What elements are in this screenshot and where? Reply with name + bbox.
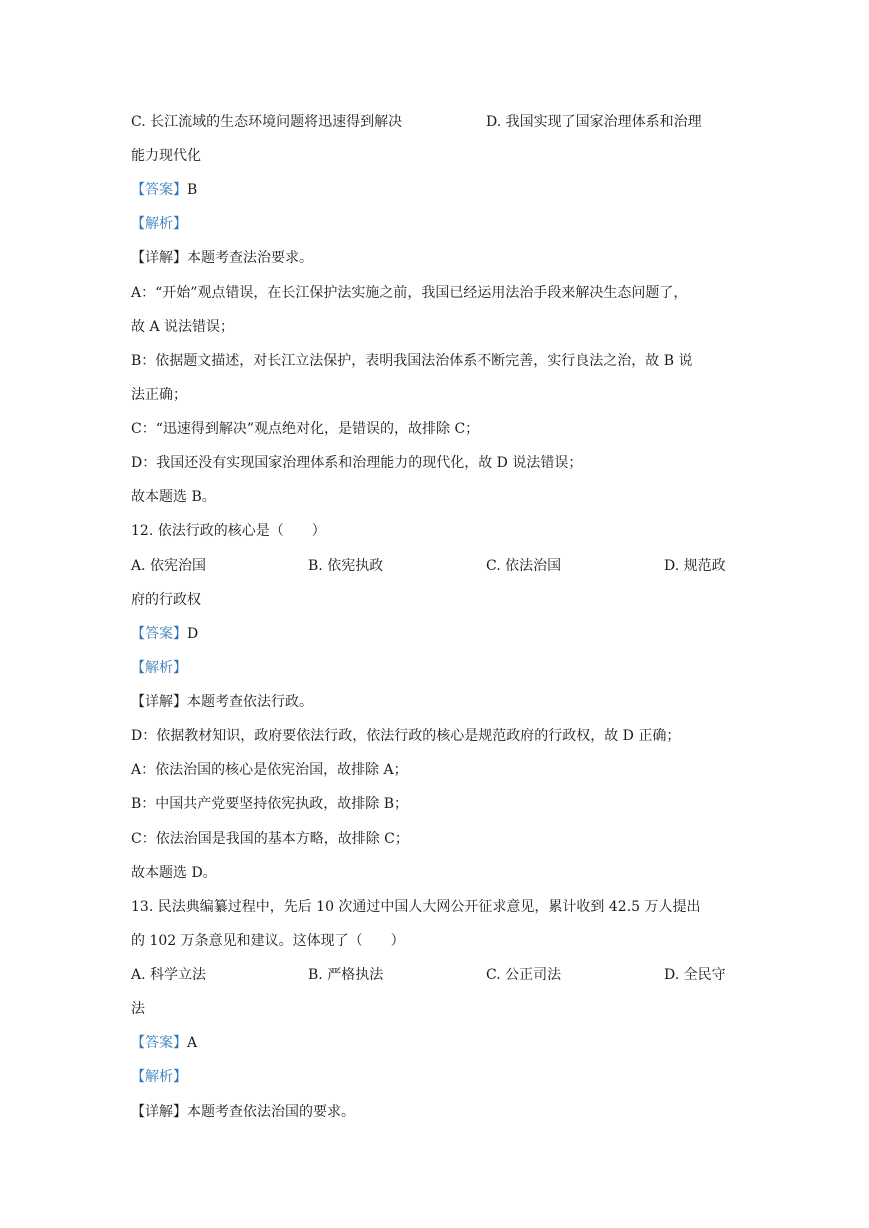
q13-answer-line [131, 1033, 197, 1053]
detail-text: 本题考查依法治国的要求。 [187, 1104, 355, 1120]
q11-expl-line: A：“开始”观点错误，在长江保护法实施之前，我国已经运用法治手段来解决生态问题了， [131, 285, 688, 301]
detail-tag: 【详解】 [131, 250, 187, 266]
q13-detail-line [131, 1102, 355, 1122]
detail-text: 本题考查依法行政。 [187, 694, 313, 710]
q13-analysis-tag: 【解析】 [131, 1069, 187, 1085]
q12-analysis-tag: 【解析】 [131, 660, 187, 676]
q13-option-a: A. 科学立法 [131, 967, 207, 983]
q13-stem-line2: 的 102 万条意见和建议。这体现了（ ） [131, 933, 405, 949]
answer-tag: 【答案】 [131, 182, 187, 198]
q13-option-d: D. 全民守 [664, 967, 726, 983]
q11-detail-line [131, 248, 313, 268]
answer-value: B [187, 182, 198, 198]
q11-expl-line: 故本题选 B。 [131, 489, 216, 505]
q12-expl-line: B：中国共产党要坚持依宪执政，故排除 B； [131, 796, 409, 812]
detail-tag: 【详解】 [131, 694, 187, 710]
q11-analysis-tag: 【解析】 [131, 216, 187, 232]
q12-detail-line [131, 692, 313, 712]
q12-option-b: B. 依宪执政 [308, 558, 384, 574]
q13-option-d-cont: 法 [131, 1001, 145, 1017]
q11-expl-line: D：我国还没有实现国家治理体系和治理能力的现代化，故 D 说法错误； [131, 455, 583, 471]
q13-stem-line1: 13. 民法典编纂过程中，先后 10 次通过中国人大网公开征求意见，累计收到 42.5 万人提出 [131, 899, 701, 915]
q12-option-c: C. 依法治国 [486, 558, 562, 574]
q12-option-d: D. 规范政 [664, 558, 726, 574]
answer-tag: 【答案】 [131, 1035, 187, 1051]
q13-option-c: C. 公正司法 [486, 967, 562, 983]
q11-option-d: D. 我国实现了国家治理体系和治理 [486, 114, 702, 130]
detail-tag: 【详解】 [131, 1104, 187, 1120]
q12-option-a: A. 依宪治国 [131, 558, 207, 574]
answer-value: A [187, 1035, 198, 1051]
q12-stem: 12. 依法行政的核心是（ ） [131, 523, 326, 539]
q12-answer-line [131, 624, 198, 644]
q11-option-d-cont: 能力现代化 [131, 148, 201, 164]
q13-option-b: B. 严格执法 [308, 967, 384, 983]
q12-option-d-cont: 府的行政权 [131, 592, 201, 608]
answer-tag: 【答案】 [131, 626, 187, 642]
answer-value: D [187, 626, 199, 642]
q11-expl-line: B：依据题文描述，对长江立法保护，表明我国法治体系不断完善，实行良法之治，故 B 说 [131, 353, 693, 369]
detail-text: 本题考查法治要求。 [187, 250, 313, 266]
q12-expl-line: 故本题选 D。 [131, 865, 217, 881]
q12-expl-line: D：依据教材知识，政府要依法行政，依法行政的核心是规范政府的行政权，故 D 正确； [131, 728, 681, 744]
q11-answer-line [131, 180, 197, 200]
q11-expl-line: C：“迅速得到解决”观点绝对化，是错误的，故排除 C； [131, 421, 480, 437]
q12-expl-line: A：依法治国的核心是依宪治国，故排除 A； [131, 762, 408, 778]
q12-expl-line: C：依法治国是我国的基本方略，故排除 C； [131, 831, 409, 847]
q11-expl-line: 法正确； [131, 387, 187, 403]
q11-option-c: C. 长江流域的生态环境问题将迅速得到解决 [131, 114, 403, 130]
q11-expl-line: 故 A 说法错误； [131, 319, 235, 335]
